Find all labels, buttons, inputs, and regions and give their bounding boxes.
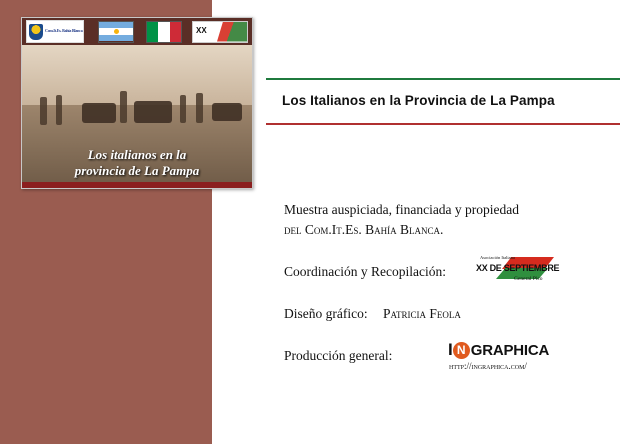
- xx-septiembre-association-logo: [462, 255, 560, 289]
- slide-footer-bar: [22, 182, 252, 188]
- comites-crest-icon: [29, 24, 43, 40]
- ingraphica-wordmark: GRAPHICA: [470, 341, 550, 359]
- xx-main-text: XX DE SEPTIEMBRE: [476, 263, 560, 273]
- flag-band-green: [147, 22, 158, 42]
- divider-green: [266, 78, 620, 80]
- page-title: Los Italianos en la Provincia de La Pampa: [282, 93, 555, 108]
- sun-icon: [114, 29, 119, 34]
- slide-header-bar: [22, 18, 252, 45]
- credit-sponsor-line-2: del Com.It.Es. Bahía Blanca.: [284, 222, 444, 237]
- photo-figure: [180, 95, 186, 123]
- argentina-flag-icon: [98, 21, 134, 43]
- slide-title: [22, 147, 252, 179]
- ingraphica-brand: [448, 340, 549, 360]
- credit-design-value: Patricia Feola: [382, 306, 461, 321]
- credit-sponsor: [284, 200, 519, 240]
- xx-settembre-logo: [192, 21, 248, 43]
- ingraphica-letter-n-badge: N: [453, 342, 470, 359]
- credit-design-label: Diseño gráfico:: [284, 306, 368, 321]
- slide-thumbnail[interactable]: [21, 17, 253, 189]
- photo-figure: [56, 95, 62, 125]
- credit-coordination: [284, 264, 446, 280]
- comites-logo: [26, 20, 84, 43]
- photo-figure: [196, 93, 203, 123]
- ingraphica-letter-i: I: [448, 340, 452, 359]
- comites-logo-text: Com.It.Es. Bahía Blanca: [45, 28, 83, 34]
- credit-coordination-label: Coordinación y Recopilación:: [284, 264, 446, 279]
- flag-band-middle: [99, 28, 133, 35]
- slide-title-line-1: Los italianos en la: [87, 147, 187, 162]
- photo-figure: [120, 91, 127, 123]
- xx-sub-text: General Pico: [514, 276, 543, 282]
- divider-red: [266, 123, 620, 125]
- ingraphica-logo[interactable]: [448, 340, 598, 374]
- flag-band-white: [158, 22, 169, 42]
- credit-sponsor-line-1: Muestra auspiciada, financiada y propiedad: [284, 202, 520, 217]
- ingraphica-url[interactable]: http://ingraphica.com/: [449, 361, 527, 371]
- xx-logo-text: XX: [196, 25, 207, 35]
- credit-production-label: Producción general:: [284, 348, 393, 363]
- credit-production: [284, 348, 392, 364]
- flag-band-bottom: [99, 35, 133, 42]
- xx-assoc-text: Asociación Italiana: [480, 255, 515, 260]
- xx-logo-swoosh: [217, 22, 247, 42]
- photo-horse: [134, 101, 172, 123]
- slide-title-line-2: provincia de La Pampa: [74, 163, 200, 178]
- flag-band-top: [99, 22, 133, 29]
- credit-design: [284, 306, 461, 322]
- photo-horse: [212, 103, 242, 121]
- historic-photo: [22, 45, 252, 187]
- flag-band-red: [170, 22, 181, 42]
- photo-figure: [40, 97, 47, 125]
- document-content: [266, 0, 620, 444]
- photo-horse: [82, 103, 116, 123]
- italy-flag-icon: [146, 21, 182, 43]
